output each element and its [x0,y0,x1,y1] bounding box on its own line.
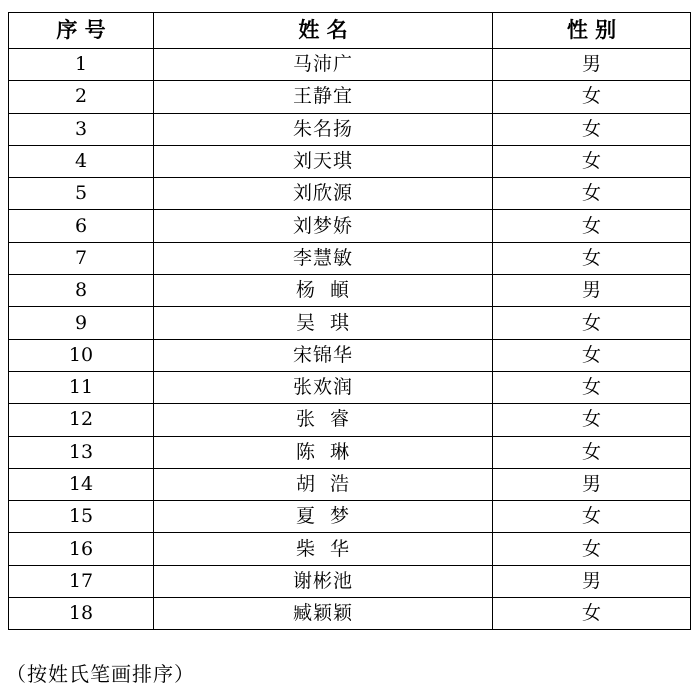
cell-name: 胡 浩 [154,468,493,500]
cell-name: 朱名扬 [154,113,493,145]
table-row [9,371,691,403]
sort-note: （按姓氏笔画排序） [6,662,195,686]
table-row [9,242,691,274]
cell-gender: 女 [493,436,691,468]
cell-name: 刘梦娇 [154,210,493,242]
table-row [9,210,691,242]
cell-number: 11 [9,371,154,403]
table-row [9,404,691,436]
table-row [9,275,691,307]
table-row [9,113,691,145]
cell-gender: 女 [493,145,691,177]
cell-number: 3 [9,113,154,145]
cell-number: 9 [9,307,154,339]
cell-gender: 女 [493,371,691,403]
header-gender: 性 别 [493,13,691,49]
cell-number: 10 [9,339,154,371]
cell-name: 臧颖颖 [154,598,493,630]
cell-number: 15 [9,501,154,533]
table-row [9,307,691,339]
cell-number: 1 [9,49,154,81]
cell-number: 4 [9,145,154,177]
cell-number: 5 [9,178,154,210]
cell-gender: 女 [493,501,691,533]
cell-number: 18 [9,598,154,630]
cell-gender: 男 [493,275,691,307]
table-row [9,501,691,533]
cell-name: 陈 琳 [154,436,493,468]
header-name: 姓 名 [154,13,493,49]
cell-name: 李慧敏 [154,242,493,274]
name-list-table [8,12,691,630]
cell-name: 刘欣源 [154,178,493,210]
cell-number: 17 [9,565,154,597]
table-row [9,598,691,630]
cell-name: 夏 梦 [154,501,493,533]
cell-name: 刘天琪 [154,145,493,177]
table-row [9,145,691,177]
cell-gender: 女 [493,533,691,565]
table-row [9,533,691,565]
cell-number: 14 [9,468,154,500]
cell-gender: 男 [493,565,691,597]
cell-number: 13 [9,436,154,468]
cell-name: 杨 頔 [154,275,493,307]
name-list-table-container [8,12,691,630]
table-body [9,49,691,630]
cell-name: 张 睿 [154,404,493,436]
table-row [9,178,691,210]
cell-gender: 女 [493,598,691,630]
cell-number: 6 [9,210,154,242]
table-row [9,49,691,81]
cell-gender: 女 [493,113,691,145]
cell-number: 8 [9,275,154,307]
cell-number: 16 [9,533,154,565]
cell-name: 马沛广 [154,49,493,81]
table-row [9,81,691,113]
table-row [9,339,691,371]
cell-gender: 女 [493,178,691,210]
cell-gender: 女 [493,81,691,113]
cell-name: 王静宜 [154,81,493,113]
cell-gender: 女 [493,404,691,436]
cell-gender: 男 [493,49,691,81]
cell-number: 2 [9,81,154,113]
cell-name: 柴 华 [154,533,493,565]
cell-name: 吴 琪 [154,307,493,339]
table-header-row [9,13,691,49]
cell-name: 张欢润 [154,371,493,403]
cell-gender: 女 [493,307,691,339]
table-row [9,565,691,597]
table-row [9,436,691,468]
cell-number: 7 [9,242,154,274]
cell-number: 12 [9,404,154,436]
cell-gender: 女 [493,210,691,242]
cell-name: 谢彬池 [154,565,493,597]
cell-gender: 男 [493,468,691,500]
cell-gender: 女 [493,242,691,274]
cell-gender: 女 [493,339,691,371]
table-row [9,468,691,500]
header-number: 序 号 [9,13,154,49]
cell-name: 宋锦华 [154,339,493,371]
